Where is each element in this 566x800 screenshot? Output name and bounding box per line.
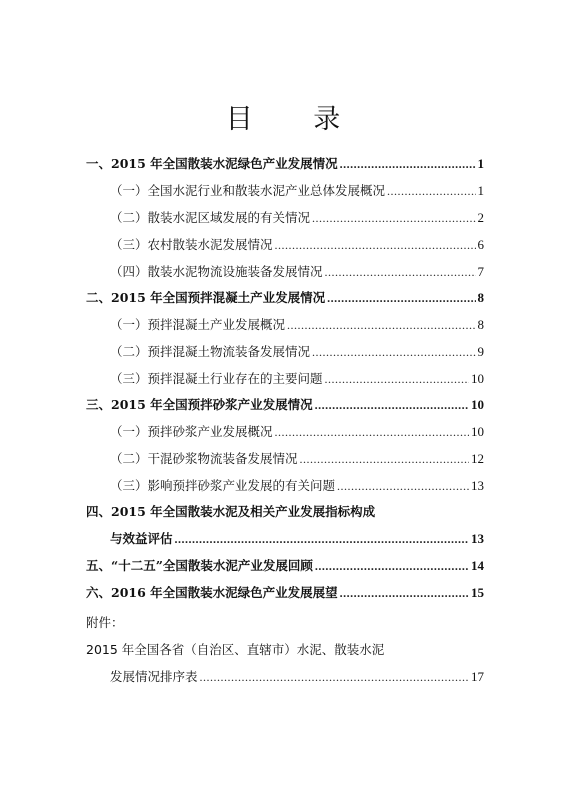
toc-entry-section-3[interactable] [86,395,484,415]
toc-entry-label: 三、2015 年全国预拌砂浆产业发展情况 [86,397,313,412]
toc-entry-section-1-2[interactable] [110,208,484,228]
toc-page-number: 10 [471,397,484,412]
toc-page-number: 2 [477,210,484,225]
toc-page-number: 1 [477,183,484,198]
toc-entry-label: （一）预拌砂浆产业发展概况 [110,424,273,439]
toc-entry-label: （一）预拌混凝土产业发展概况 [110,317,286,332]
dot-leader [200,667,469,687]
toc-page-number: 10 [471,371,484,386]
dot-leader [175,529,469,549]
dot-leader [312,342,475,362]
dot-leader [300,449,469,469]
toc-entry-section-2-3[interactable] [110,369,484,389]
toc-entry-label: （二）散装水泥区域发展的有关情况 [110,210,311,225]
toc-entry-label: 六、2016 年全国散装水泥绿色产业发展展望 [86,585,338,600]
toc-entry-label: 二、2015 年全国预拌混凝土产业发展情况 [86,290,326,305]
toc-entry-section-3-3[interactable] [110,476,484,496]
toc-entry-label: （二）干混砂浆物流装备发展情况 [110,451,298,466]
dot-leader [275,235,476,255]
dot-leader [325,369,469,389]
toc-page-number: 15 [471,585,484,600]
dot-leader [287,315,475,335]
toc-entry-section-3-2[interactable] [110,449,484,469]
appendix-heading: 附件： [86,615,124,630]
toc-entry-appendix[interactable] [110,667,484,687]
dot-leader [275,422,469,442]
toc-entry-section-1[interactable] [86,154,484,174]
toc-page-number: 17 [471,669,484,684]
toc-entry-label: 发展情况排序表 [110,669,198,684]
toc-entry-section-2-2[interactable] [110,342,484,362]
dot-leader [312,208,475,228]
page-title: 目 录 [225,104,367,135]
toc-page-number: 8 [477,290,484,305]
toc-entry-section-4-line1[interactable]: 四、2015 年全国散装水泥及相关产业发展指标构成 [86,504,376,519]
toc-page-number: 1 [477,156,484,171]
appendix-entry-line1[interactable]: 2015 年全国各省（自治区、直辖市）水泥、散装水泥 [86,642,385,657]
toc-entry-label: （一）全国水泥行业和散装水泥产业总体发展概况 [110,183,386,198]
dot-leader [337,476,469,496]
dot-leader [315,395,469,415]
toc-entry-section-4[interactable] [110,529,484,549]
toc-entry-label: （二）预拌混凝土物流装备发展情况 [110,344,311,359]
toc-entry-section-1-1[interactable] [110,181,484,201]
toc-entry-section-3-1[interactable] [110,422,484,442]
dot-leader [325,262,476,282]
toc-entry-label: 与效益评估 [110,531,173,546]
dot-leader [315,556,469,576]
dot-leader [340,154,476,174]
toc-entry-label: （四）散装水泥物流设施装备发展情况 [110,264,323,279]
toc-page-number: 10 [471,424,484,439]
toc-entry-section-6[interactable] [86,583,484,603]
toc-page-number: 7 [477,264,484,279]
toc-entry-label: 五、“十二五”全国散装水泥产业发展回顾 [86,558,313,573]
toc-entry-section-2[interactable] [86,288,484,308]
toc-entry-label: 一、2015 年全国散装水泥绿色产业发展情况 [86,156,338,171]
toc-entry-label: （三）农村散装水泥发展情况 [110,237,273,252]
dot-leader [327,288,475,308]
toc-page-number: 14 [471,558,484,573]
toc-page-number: 6 [477,237,484,252]
toc-page-number: 9 [477,344,484,359]
toc-entry-section-1-4[interactable] [110,262,484,282]
dot-leader [387,181,475,201]
dot-leader [340,583,469,603]
toc-page-number: 13 [471,531,484,546]
toc-page-number: 8 [477,317,484,332]
toc-entry-label: （三）预拌混凝土行业存在的主要问题 [110,371,323,386]
toc-entry-label: （三）影响预拌砂浆产业发展的有关问题 [110,478,336,493]
toc-entry-section-5[interactable] [86,556,484,576]
toc-page-number: 13 [471,478,484,493]
toc-entry-section-2-1[interactable] [110,315,484,335]
toc-page-number: 12 [471,451,484,466]
toc-entry-section-1-3[interactable] [110,235,484,255]
